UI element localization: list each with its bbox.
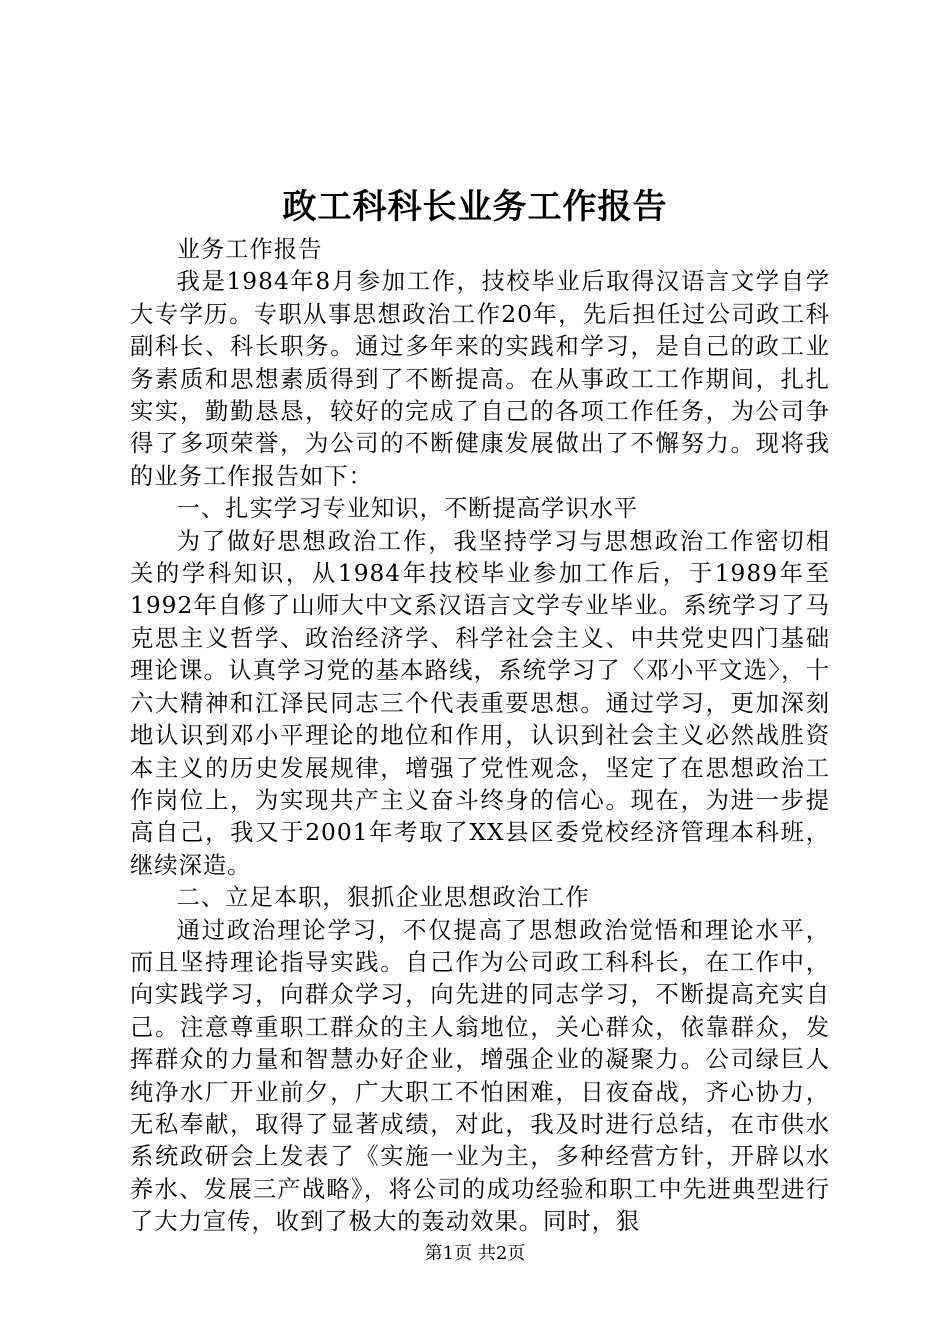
section-heading-2: 二、立足本职，狠抓企业思想政治工作 [176, 884, 590, 912]
document-body [130, 234, 830, 1239]
document-title: 政工科科长业务工作报告 [282, 187, 668, 227]
paragraph-subtitle: 业务工作报告 [176, 236, 323, 263]
paragraph-section-2: 通过政治理论学习，不仅提高了思想政治觉悟和理论水平，而且坚持理论指导实践。自己作为公司政工科科长，在工作中，向实践学习，向群众学习，向先进的同志学习，不断提高充实自己。注意尊重职工群众的主人翁地位，关心群众，依靠群众，发挥群众的力量和智慧办好企业，增强企业的凝聚力。公司绿巨人纯净水厂开业前夕，广大职工不怕困难，日夜奋战，齐心协力，无私奉献，取得了显著成绩，对此，我及时进行总结，在市供水系统政研会上发表了《实施一业为主，多种经营方针，开辟以水养水、发展三产战略》，将公司的成功经验和职工中先进典型进行了大力宣传，收到了极大的轰动效果。同时，狠 [130, 916, 830, 1236]
paragraph-section-1: 为了做好思想政治工作，我坚持学习与思想政治工作密切相关的学科知识，从1984年技校毕业参加工作后，于1989年至1992年自修了山师大中文系汉语言文学专业毕业。系统学习了马克思主义哲学、政治经济学、科学社会主义、中共党史四门基础理论课。认真学习党的基本路线，系统学习了〈邓小平文选〉，十六大精神和江泽民同志三个代表重要思想。通过学习，更加深刻地认识到邓小平理论的地位和作用，认识到社会主义必然战胜资本主义的历史发展规律，增强了党性观念，坚定了在思想政治工作岗位上，为实现共产主义奋斗终身的信心。现在，为进一步提高自己，我又于2001年考取了XX县区委党校经济管理本科班，继续深造。 [130, 527, 830, 879]
paragraph-intro: 我是1984年8月参加工作，技校毕业后取得汉语言文学自学大专学历。专职从事思想政治工作20年，先后担任过公司政工科副科长、科长职务。通过多年来的实践和学习，是自己的政工业务素质和思想素质得到了不断提高。在从事政工工作期间，扎扎实实，勤勤恳恳，较好的完成了自己的各项工作任务，为公司争得了多项荣誉，为公司的不断健康发展做出了不懈努力。现将我的业务工作报告如下： [130, 268, 830, 490]
page-footer: 第1页 共2页 [424, 1243, 526, 1264]
section-heading-1: 一、扎实学习专业知识，不断提高学识水平 [176, 495, 639, 523]
